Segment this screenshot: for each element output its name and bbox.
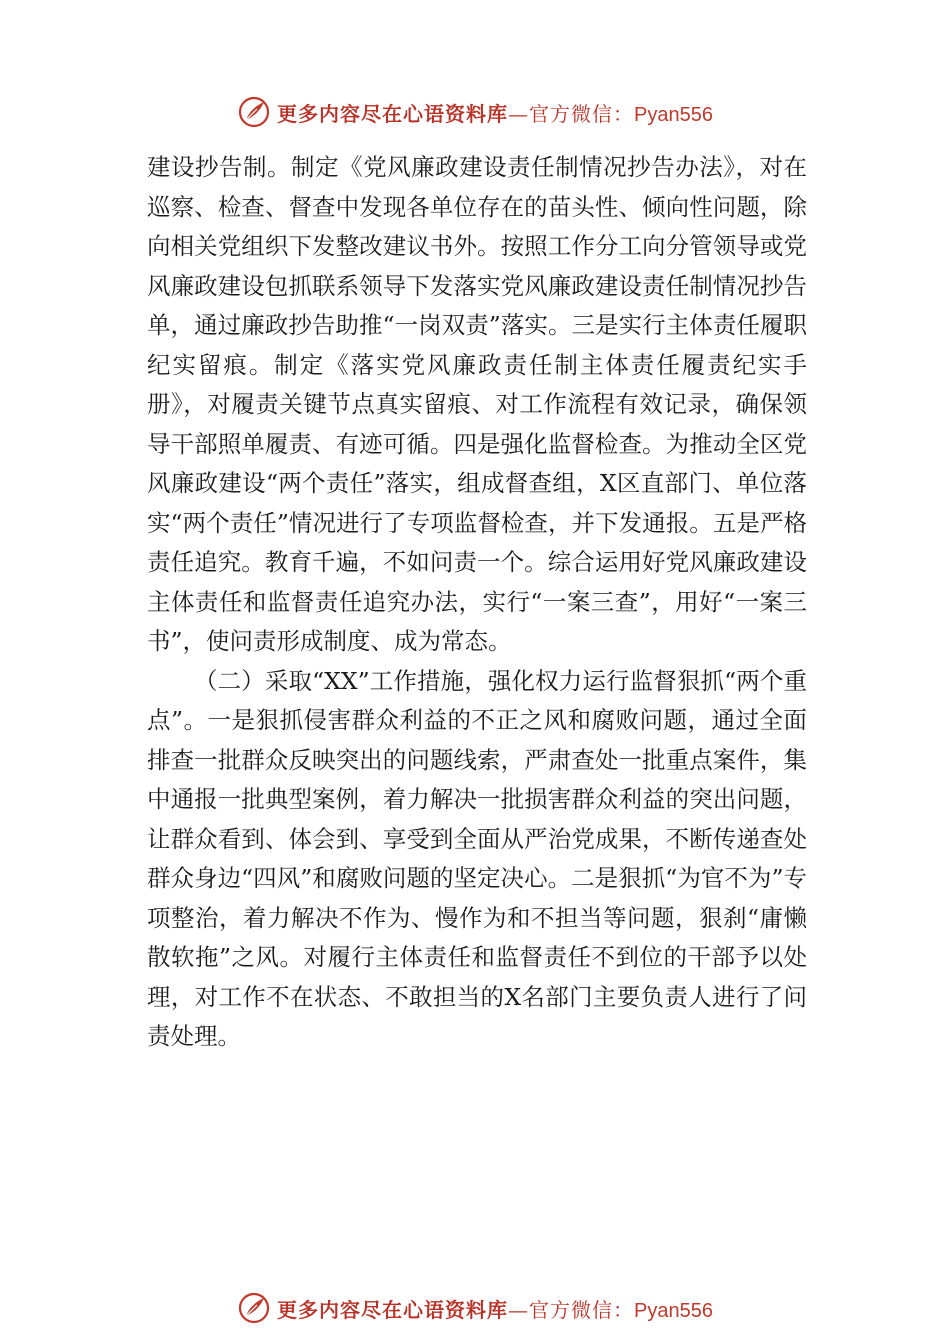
watermark-lead: 更多内容尽在心语资料库 bbox=[277, 1297, 509, 1322]
header-watermark-banner bbox=[0, 92, 950, 132]
pen-feather-icon bbox=[237, 95, 271, 129]
watermark-text bbox=[277, 98, 713, 127]
paragraph-2: （二）采取“XX”工作措施，强化权力运行监督狠抓“两个重点”。一是狠抓侵害群众利益的不正之风和腐败问题，通过全面排查一批群众反映突出的问题线索，严肃查处一批重点案件，集中通报一批典型案例，着力解决一批损害群众利益的突出问题，让群众看到、体会到、享受到全面从严治党成果，不断传递查处群众身边“四风”和腐败问题的坚定决心。二是狠抓“为官不为”专项整治，着力解决不作为、慢作为和不担当等问题，狠刹“庸懒散软拖”之风。对履行主体责任和监督责任不到位的干部予以处理，对工作不在状态、不敢担当的X名部门主要负责人进行了问责处理。 bbox=[147, 666, 807, 1050]
paragraph-1: 建设抄告制。制定《党风廉政建设责任制情况抄告办法》，对在巡察、检查、督查中发现各单位存在的苗头性、倾向性问题，除向相关党组织下发整改建议书外。按照工作分工向分管领导或党风廉政建设包抓联系领导下发落实党风廉政建设责任制情况抄告单，通过廉政抄告助推“一岗双责”落实。三是实行主体责任履职纪实留痕。制定《落实党风廉政责任制主体责任履责纪实手册》，对履责关键节点真实留痕、对工作流程有效记录，确保领导干部照单履责、有迹可循。四是强化监督检查。为推动全区党风廉政建设“两个责任”落实，组成督查组，X区直部门、单位落实“两个责任”情况进行了专项监督检查，并下发通报。五是严格责任追究。教育千遍，不如问责一个。综合运用好党风廉政建设主体责任和监督责任追究办法，实行“一案三查”，用好“一案三书”，使问责形成制度、成为常态。 bbox=[147, 153, 807, 655]
document-body bbox=[147, 148, 807, 1057]
pen-feather-icon bbox=[237, 1291, 271, 1325]
watermark-rest: 官方微信： bbox=[529, 101, 635, 126]
watermark-dash: — bbox=[508, 101, 530, 126]
watermark-rest: 官方微信： bbox=[529, 1297, 635, 1322]
footer-watermark-banner bbox=[0, 1288, 950, 1328]
watermark-handle: Pyan556 bbox=[634, 103, 713, 126]
watermark-text bbox=[277, 1294, 713, 1323]
watermark-lead: 更多内容尽在心语资料库 bbox=[277, 101, 509, 126]
watermark-dash: — bbox=[508, 1297, 530, 1322]
watermark-handle: Pyan556 bbox=[634, 1299, 713, 1322]
